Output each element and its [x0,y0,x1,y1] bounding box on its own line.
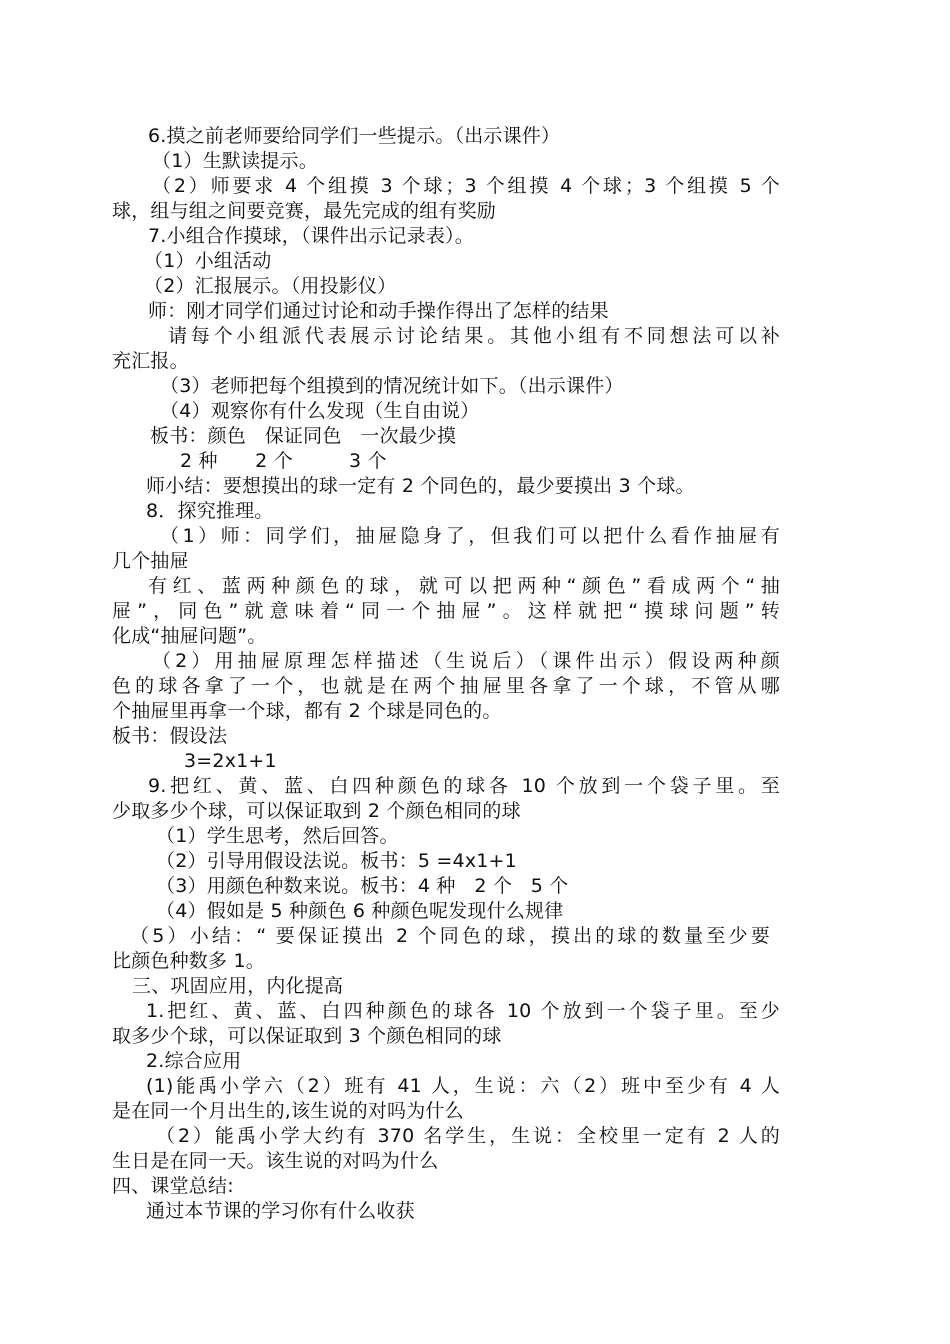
text-line: （3）老师把每个组摸到的情况统计如下。（出示课件） [160,375,624,397]
text-line: 师小结：要想摸出的球一定有 2 个同色的，最少要摸出 3 个球。 [146,475,695,497]
text-line: 8．探究推理。 [146,500,274,522]
text-line: 有红、蓝两种颜色的球，就可以把两种“颜色”看成两个“抽 [148,575,780,597]
text-line: （4）观察你有什么发现（生自由说） [160,400,480,422]
text-line: 色的球各拿了一个，也就是在两个抽屉里各拿了一个球，不管从哪 [112,675,780,697]
text-line: 取多少个球，可以保证取到 3 个颜色相同的球 [112,1025,502,1047]
text-line: （2）能禹小学大约有 370 名学生，生说：全校里一定有 2 人的 [156,1125,780,1147]
text-line: （2）引导用假设法说。板书：5 =4x1+1 [156,850,517,872]
text-line: 板书：颜色 保证同色 一次最少摸 [150,425,457,447]
text-line: 7.小组合作摸球，（课件出示记录表）。 [148,225,474,247]
text-line: 球，组与组之间要竞赛，最先完成的组有奖励 [112,200,497,222]
text-line: （1）师：同学们，抽屉隐身了，但我们可以把什么看作抽屉有 [160,525,780,547]
text-line: 是在同一个月出生的,该生说的对吗为什么 [112,1100,464,1122]
text-line: 三、巩固应用，内化提高 [132,975,344,997]
text-line: （2）汇报展示。（用投影仪） [144,275,397,297]
text-line: 化成“抽屉问题”。 [112,625,267,647]
text-line: （5）小结：“ 要保证摸出 2 个同色的球，摸出的球的数量至少要 [130,925,770,947]
text-line: （2）用抽屉原理怎样描述（生说后）（课件出示）假设两种颜 [152,650,780,672]
text-line: 几个抽屉 [112,550,189,572]
text-line: （4）假如是 5 种颜色 6 种颜色呢发现什么规律 [156,900,564,922]
text-line: 3=2x1+1 [184,750,277,772]
text-line: 板书：假设法 [112,725,228,747]
text-line: 1.把红、黄、蓝、白四种颜色的球各 10 个放到一个袋子里。至少 [146,1000,780,1022]
text-line: （1）学生思考，然后回答。 [156,825,399,847]
text-line: 2.综合应用 [146,1050,242,1072]
text-line: 6.摸之前老师要给同学们一些提示。（出示课件） [148,125,561,147]
text-line: 请每个小组派代表展示讨论结果。其他小组有不同想法可以补 [168,325,780,347]
text-line: 通过本节课的学习你有什么收获 [146,1200,415,1222]
text-line: （1）小组活动 [144,250,272,272]
text-line: 四、课堂总结: [112,1175,234,1197]
text-line: （3）用颜色种数来说。板书：4 种 2 个 5 个 [156,875,569,897]
text-line: 2 种 2 个 3 个 [180,450,387,472]
text-line: 少取多少个球，可以保证取到 2 个颜色相同的球 [112,800,521,822]
text-line: 屉”，同色”就意味着“同一个抽屉”。这样就把“摸球问题”转 [112,600,780,622]
text-line: 师：刚才同学们通过讨论和动手操作得出了怎样的结果 [148,300,609,322]
text-line: 9.把红、黄、蓝、白四种颜色的球各 10 个放到一个袋子里。至 [148,775,780,797]
text-line: (1)能禹小学六（2）班有 41 人，生说：六（2）班中至少有 4 人 [146,1075,780,1097]
text-line: （1）生默读提示。 [152,150,318,172]
text-line: （2）师要求 4 个组摸 3 个球；3 个组摸 4 个球；3 个组摸 5 个 [152,175,780,197]
text-line: 个抽屉里再拿一个球，都有 2 个球是同色的。 [112,700,502,722]
text-line: 充汇报。 [112,350,189,372]
text-line: 生日是在同一天。该生说的对吗为什么 [112,1150,439,1172]
text-line: 比颜色种数多 1。 [112,950,265,972]
